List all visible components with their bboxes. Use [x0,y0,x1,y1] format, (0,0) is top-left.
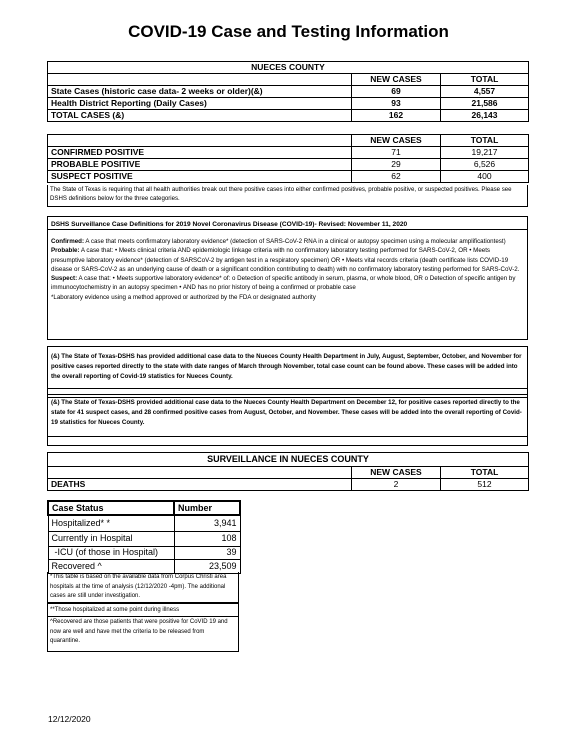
status-note-recovered [47,617,239,652]
definition-confirmed [51,237,524,246]
status-note-analysis [47,572,239,603]
status-hospitalized-value: 3,941 [174,515,240,531]
row-suspect-new: 62 [352,171,441,183]
row-suspect-total: 400 [441,171,529,183]
definitions-footnote: *Laboratory evidence using a method approved or authorized by the FDA or designated authority [51,293,316,301]
definition-probable-label: Probable: [51,247,80,255]
row-confirmed-new: 71 [352,147,441,159]
definition-confirmed-text: A case that meets confirmatory laboratory evidence* (detection of SARS-CoV-2 RNA in a clinical or autopsy specimen using a molecular amplificationtest) [84,238,506,245]
status-recovered-label: Recovered ^ [48,559,174,573]
status-icu-label: -ICU (of those in Hospital) [48,546,174,559]
status-note-hospitalized [47,603,239,617]
status-hospitalized-label: Hospitalized* * [48,515,174,531]
notice-2-spacer [47,437,528,446]
column-number: Number [174,501,240,515]
status-current-hospital-label: Currently in Hospital [48,531,174,546]
row-probable-new: 29 [352,159,441,171]
column-total: TOTAL [441,467,529,479]
row-state-cases-total: 4,557 [441,86,529,98]
category-note-text: The State of Texas is requiring that all health authorities break out there positive cases into either confirmed positives, probable positive, or suspected positives. Please see DSHS definitions below for the three categories. [50,186,512,202]
status-icu-value: 39 [174,546,240,559]
definition-suspect-label: Suspect: [51,275,78,283]
county-table-heading: NUECES COUNTY [48,62,529,74]
page-title: COVID-19 Case and Testing Information [128,22,449,41]
deaths-new: 2 [352,479,441,491]
status-recovered-value: 23,509 [174,559,240,573]
row-confirmed-total: 19,217 [441,147,529,159]
row-suspect-label: SUSPECT POSITIVE [48,171,352,183]
status-note-recovered-text: ^Recovered are those patients that were positive for CoVID 19 and now are well and have met the criteria to be released from quarantine. [50,619,228,644]
row-total-cases-new: 162 [352,110,441,122]
row-confirmed-label: CONFIRMED POSITIVE [48,147,352,159]
row-health-district-label: Health District Reporting (Daily Cases) [48,98,352,110]
column-case-status: Case Status [48,501,174,515]
footer-date: 12/12/2020 [48,714,91,724]
state-data-notice-1 [47,346,528,389]
definition-suspect-text: A case that: • Meets supportive laboratory evidence* of: o Detection of specific antibody in serum, plasma, or whole blood, OR o Detection of specific antigen by immunocytochemistry in an autopsy specimen • AND has no prior history of being a confirmed or probable case [51,275,516,292]
row-probable-label: PROBABLE POSITIVE [48,159,352,171]
column-new-cases: NEW CASES [352,74,441,86]
status-note-hospitalized-text: **Those hospitalized at some point during illness [50,607,180,613]
row-health-district-total: 21,586 [441,98,529,110]
column-new-cases: NEW CASES [352,135,441,147]
case-status-table [47,500,241,574]
state-data-notice-2 [47,394,528,437]
definitions-heading: DSHS Surveillance Case Definitions for 2019 Novel Coronavirus Disease (COVID-19)- Revised: November 11, 2020 [48,217,527,230]
surveillance-heading: SURVEILLANCE IN NUECES COUNTY [48,453,529,467]
deaths-total: 512 [441,479,529,491]
definition-probable-text: A case that: • Meets clinical criteria AND epidemiologic linkage criteria with no confirmatory laboratory testing performed for SARS-CoV-2, OR • Meets presumptive laboratory evidence* (detection of SARSCoV-2 by antigen test in a respiratory specimen) OR • Meets vital records criteria (death certificate lists COVID-19 disease or SARS-CoV-2 as an underlying cause of death or a significant condition contributing to death) with no confirmatory laboratory testing performed for SARS-CoV-2. [51,247,520,273]
row-probable-total: 6,526 [441,159,529,171]
definition-confirmed-label: Confirmed: [51,238,84,245]
row-state-cases-label: State Cases (historic case data- 2 weeks or older)(&) [48,86,352,98]
nueces-county-table [47,61,529,122]
surveillance-table [47,452,529,491]
definitions-box [47,216,528,340]
row-total-cases-total: 26,143 [441,110,529,122]
category-note [47,185,528,207]
column-total: TOTAL [441,74,529,86]
state-data-notice-1-text: (&) The State of Texas-DSHS has provided additional case data to the Nueces County Health Department in July, August, September, October, and November for positive cases reported directly to the state with date ranges of March through November, total case count can be found above. These cases will be added into the overall reporting of Covid-19 statistics for Nueces County. [51,353,522,380]
definition-probable [51,246,524,274]
row-state-cases-new: 69 [352,86,441,98]
state-data-notice-2-text: (&) The State of Texas-DSHS provided additional case data to the Nueces County Health Department on December 12, for positive cases reported directly to the state for 41 suspect cases, and 28 confirmed positive cases from August, October, and November. These cases will be added into the overall reporting of Covid-19 statistics for Nueces County. [51,399,522,426]
status-current-hospital-value: 108 [174,531,240,546]
deaths-label: DEATHS [48,479,352,491]
column-total: TOTAL [441,135,529,147]
row-total-cases-label: TOTAL CASES (&) [48,110,352,122]
definition-suspect [51,274,524,293]
row-health-district-new: 93 [352,98,441,110]
case-category-table [47,134,529,183]
status-note-analysis-text: *This table is based on the available data from Corpus Christi area hospitals at the time of analysis (12/12/2020 -4pm). The additional cases are still under investigation. [50,574,227,599]
column-new-cases: NEW CASES [352,467,441,479]
